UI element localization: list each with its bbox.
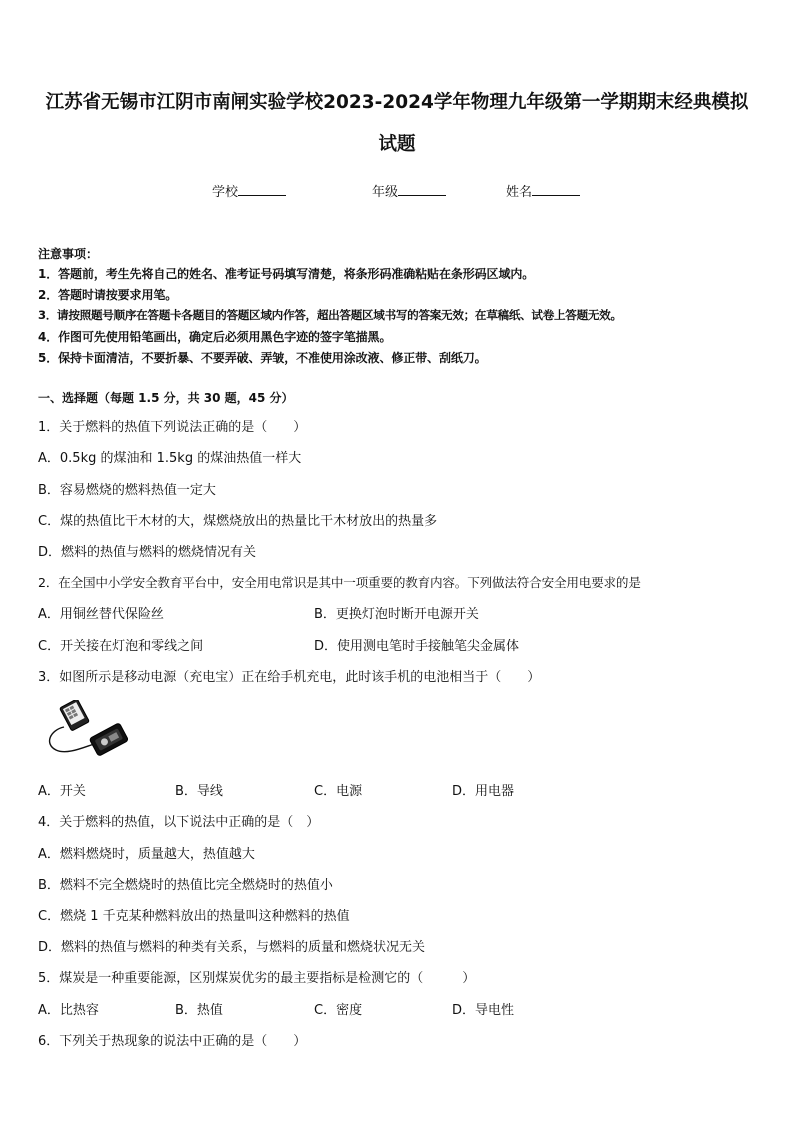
question-2-option-c: C．开关接在灯泡和零线之间 [38,639,204,654]
question-4-option-a: A．燃料燃烧时，质量越大，热值越大 [38,847,255,862]
question-5-option-d: D．导电性 [452,1003,515,1018]
note-item: 1．答题前，考生先将自己的姓名、准考证号码填写清楚，将条形码准确粘贴在条形码区域内。 [38,267,535,281]
note-item: 4．作图可先使用铅笔画出，确定后必须用黑色字迹的签字笔描黑。 [38,330,392,344]
question-3-option-c: C．电源 [314,784,363,799]
school-label: 学校 [212,185,239,200]
name-label: 姓名 [506,185,533,200]
question-1-option-d: D．燃料的热值与燃料的燃烧情况有关 [38,545,257,560]
question-5-option-c: C．密度 [314,1003,363,1018]
school-blank[interactable] [238,183,286,196]
question-4-option-c: C．燃烧 1 千克某种燃料放出的热量叫这种燃料的热值 [38,909,350,924]
question-1-option-c: C．煤的热值比干木材的大，煤燃烧放出的热量比干木材放出的热量多 [38,514,438,529]
note-item: 3．请按照题号顺序在答题卡各题目的答题区域内作答，超出答题区域书写的答案无效；在草稿纸、试卷上答题无效。 [38,308,622,322]
question-2-stem: 2．在全国中小学安全教育平台中，安全用电常识是其中一项重要的教育内容。下列做法符合安全用电要求的是 [38,575,641,590]
question-4-option-d: D．燃料的热值与燃料的种类有关系，与燃料的质量和燃烧状况无关 [38,940,426,955]
school-field [212,181,286,200]
question-3-option-b: B．导线 [175,784,223,799]
question-6-stem: 6．下列关于热现象的说法中正确的是（ ） [38,1034,307,1049]
question-2-option-b: B．更换灯泡时断开电源开关 [314,607,479,622]
question-4-stem: 4．关于燃料的热值，以下说法中正确的是（ ） [38,815,320,830]
power-bank-charging-phone-figure [42,700,132,762]
question-2-option-d: D．使用测电笔时手接触笔尖金属体 [314,639,520,654]
question-4-option-b: B．燃料不完全燃烧时的热值比完全燃烧时的热值小 [38,878,333,893]
name-field [506,181,580,200]
exam-title-line2: 试题 [378,134,416,155]
question-5-stem: 5．煤炭是一种重要能源，区别煤炭优劣的最主要指标是检测它的（ ） [38,971,476,986]
exam-title-line1: 江苏省无锡市江阴市南闸实验学校2023-2024学年物理九年级第一学期期末经典模拟 [45,92,749,113]
question-1-stem: 1．关于燃料的热值下列说法正确的是（ ） [38,420,307,435]
grade-field [372,181,446,200]
question-2-option-a: A．用铜丝替代保险丝 [38,607,164,622]
note-item: 5．保持卡面清洁，不要折暴、不要弄破、弄皱，不准使用涂改液、修正带、刮纸刀。 [38,351,487,365]
question-5-option-a: A．比热容 [38,1003,99,1018]
question-3-option-d: D．用电器 [452,784,515,799]
notes-title: 注意事项： [38,247,99,261]
grade-label: 年级 [372,185,399,200]
question-1-option-a: A．0.5kg 的煤油和 1.5kg 的煤油热值一样大 [38,451,302,466]
section-title: 一、选择题（每题 1.5 分，共 30 题，45 分） [38,391,294,405]
grade-blank[interactable] [398,183,446,196]
question-3-option-a: A．开关 [38,784,86,799]
name-blank[interactable] [532,183,580,196]
note-item: 2．答题时请按要求用笔。 [38,288,178,302]
question-3-stem: 3．如图所示是移动电源（充电宝）正在给手机充电，此时该手机的电池相当于（ ） [38,670,541,685]
question-5-option-b: B．热值 [175,1003,223,1018]
question-1-option-b: B．容易燃烧的燃料热值一定大 [38,483,216,498]
